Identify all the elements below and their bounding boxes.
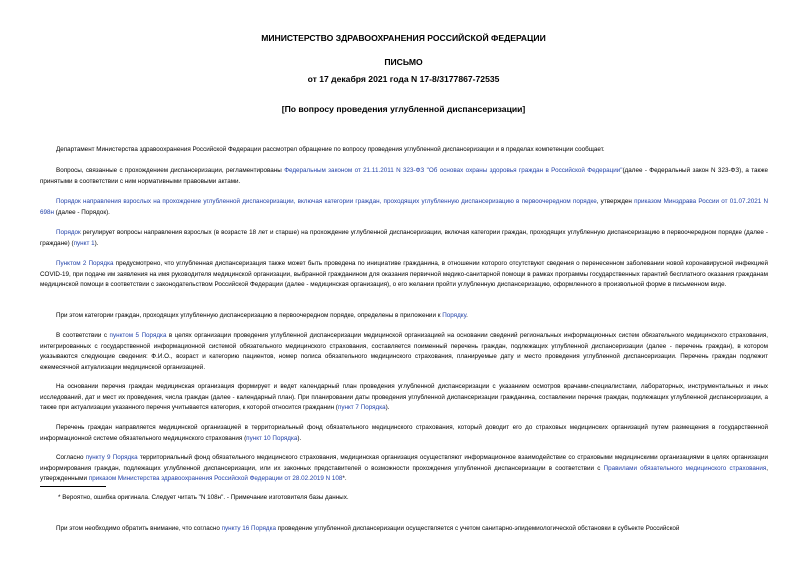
point-2-link[interactable]: Пунктом 2 Порядка xyxy=(56,260,114,267)
paragraph-2 xyxy=(40,166,768,187)
document-type: ПИСЬМО xyxy=(384,57,423,67)
paragraph-text: ). xyxy=(94,239,99,247)
procedure-title-link[interactable]: Порядок направления взрослых на прохождение углубленной диспансеризации, включая категории граждан, проходящих углубленную диспансеризацию в первоочередном порядке xyxy=(56,198,597,205)
order-698n-link[interactable]: приказом Минздрава России от 01.07.2021 N 698н xyxy=(40,198,768,216)
point-5-link[interactable]: пунктом 5 Порядка xyxy=(109,332,167,339)
paragraph-text: На основании перечня граждан медицинская организация формирует и ведет календарный план проведения углубленной диспансеризации с указанием осмотров врачами-специалистами, лабораторных, инструментальных и иных исследований, дат и мест их проведения, числа граждан (далее - календарный план). При планировании даты проведения углубленной диспансеризации гражданина, составлении перечня граждан, подлежащих углубленной диспансеризации, а также при актуализации указанного перечня учитывается категория, к которой относится гражданин ( xyxy=(40,383,768,412)
document-subject: [По вопросу проведения углубленной диспансеризации] xyxy=(281,104,526,114)
paragraph-9 xyxy=(40,423,768,444)
paragraph-text: в целях организации проведения углубленной диспансеризации медицинской организацией на основании сведений региональных информационных систем обязательного медицинского страхования, интегрированных с государственной информационной системой обязательного медицинского страхования, составляется поименный перечень граждан, подлежащих углубленной диспансеризации (далее - перечень граждан), в котором указываются следующие сведения: Ф.И.О., возраст и категорию пациентов, номер полиса обязательного медицинского страхования, планируемые дату и место проведения углубленной диспансеризации. Перечень граждан подлежит ежемесячной актуализации медицинской организацией. xyxy=(40,332,769,371)
footnote: * Вероятно, ошибка оригинала. Следует читать "N 108н". - Примечание изготовителя базы данных. xyxy=(58,494,349,501)
oms-rules-link[interactable]: Правилами обязательного медицинского страхования xyxy=(603,464,767,472)
paragraph-3 xyxy=(40,197,768,218)
paragraph-text: , утвержден xyxy=(596,198,635,205)
procedure-appendix-link[interactable]: Порядку xyxy=(442,312,467,319)
paragraph-text: ). xyxy=(385,404,390,412)
paragraph-8 xyxy=(40,382,768,414)
paragraph-text: территориальный фонд обязательного медицинского страхования, медицинская организация осуществляют информационное взаимодействие со страховыми медицинскими организациями в целях организации информирования граждан, подлежащих углубленной диспансеризации, или их законных представителей о возможности прохождения углубленной диспансеризации в соответствии с xyxy=(40,454,769,472)
paragraph-text: При этом категории граждан, проходящих углубленную диспансеризацию в первоочередном порядке, определены в приложении к xyxy=(56,312,443,319)
paragraph-6 xyxy=(40,311,768,322)
paragraph-text: При этом необходимо обратить внимание, что согласно xyxy=(56,525,222,532)
paragraph-text: . xyxy=(466,312,468,319)
footnote-divider xyxy=(40,486,106,487)
paragraph-text: В соответствии с xyxy=(56,332,110,339)
paragraph-1 xyxy=(40,145,768,156)
ministry-title: МИНИСТЕРСТВО ЗДРАВООХРАНЕНИЯ РОССИЙСКОЙ ФЕДЕРАЦИИ xyxy=(261,33,546,43)
paragraph-text: ). xyxy=(297,434,302,442)
point-7-link[interactable]: пункт 7 Порядка xyxy=(337,404,386,412)
order-108-link[interactable]: приказом Министерства здравоохранения Российской Федерации от 28.02.2019 N 108 xyxy=(88,475,343,483)
paragraph-7 xyxy=(40,331,768,373)
point-10-link[interactable]: пункт 10 Порядка xyxy=(246,434,298,442)
paragraph-4 xyxy=(40,228,768,249)
paragraph-text: предусмотрено, что углубленная диспансеризация также может быть проведена по инициативе гражданина, в отношении которого отсутствуют сведения о перенесенном заболевании новой коронавирусной инфекцией COVID-19, при подаче им заявления на имя руководителя медицинской организации, выбранной гражданином для оказания первичной медико-санитарной помощи в рамках программы государственных гарантий бесплатного оказания гражданам медицинской помощи в соответствии с законодательством Российской Федерации (далее - медицинская организация), о его желании пройти углубленную диспансеризацию, оформленного в произвольной форме в письменном виде. xyxy=(40,260,768,289)
point-16-link[interactable]: пункту 16 Порядка xyxy=(221,525,276,532)
paragraph-text: Департамент Министерства здравоохранения Российской Федерации рассмотрел обращение по вопросу проведения углубленной диспансеризации и в пределах компетенции сообщает. xyxy=(56,146,605,153)
paragraph-11 xyxy=(40,524,768,535)
paragraph-10 xyxy=(40,453,768,485)
point-9-link[interactable]: пункту 9 Порядка xyxy=(85,454,138,461)
procedure-link[interactable]: Порядок xyxy=(56,229,81,236)
paragraph-text: , утвержденными xyxy=(40,464,769,483)
paragraph-text: Перечень граждан направляется медицинской организацией в территориальный фонд обязательного медицинского страхования, который доводит его до страховых медицинских организаций путем размещения в государственной информационной системе обязательного медицинского страхования ( xyxy=(40,424,768,442)
paragraph-text: проведение углубленной диспансеризации осуществляется с учетом санитарно-эпидемиологической обстановки в субъекте Российской xyxy=(276,525,680,532)
federal-law-323-link[interactable]: Федеральным законом от 21.11.2011 N 323-ФЗ "Об основах охраны здоровья граждан в Российской Федерации" xyxy=(284,167,623,174)
paragraph-text: регулирует вопросы направления взрослых (в возрасте 18 лет и старше) на прохождение углубленной диспансеризации, включая категории граждан, проходящих углубленную диспансеризацию в первоочередном порядке (далее - граждане) ( xyxy=(40,229,768,247)
paragraph-text: Согласно xyxy=(56,454,86,461)
paragraph-text: Вопросы, связанные с прохождением диспансеризации, регламентированы xyxy=(56,167,285,174)
point-1-link[interactable]: пункт 1 xyxy=(73,239,95,247)
paragraph-text: (далее - Порядок). xyxy=(53,208,110,216)
document-date-number: от 17 декабря 2021 года N 17-8/3177867-72535 xyxy=(307,74,500,84)
paragraph-text: (далее - Федеральный закон N 323-ФЗ), а также принятыми в соответствии с ним нормативными правовыми актами. xyxy=(40,167,768,185)
paragraph-text: *. xyxy=(342,475,347,483)
paragraph-5 xyxy=(40,259,768,291)
